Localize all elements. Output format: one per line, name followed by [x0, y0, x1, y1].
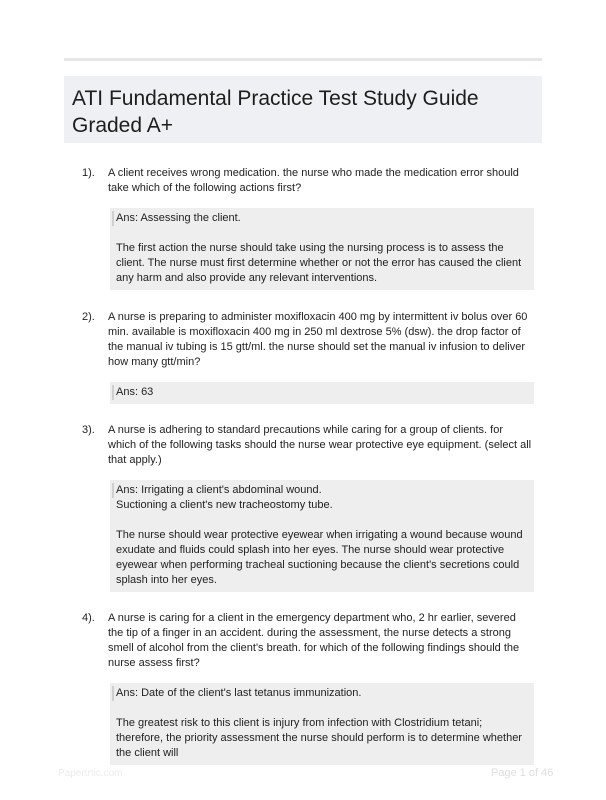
answer-text-2: Suctioning a client's new tracheostomy tube. — [116, 499, 333, 511]
answer-text: Ans: Irrigating a client's abdominal wound. — [112, 483, 531, 498]
question-number: 4). — [82, 612, 95, 624]
answer-text: Ans: 63 — [112, 385, 531, 400]
question-2 — [82, 310, 534, 404]
page-title: ATI Fundamental Practice Test Study Guide Graded A+ — [72, 87, 479, 137]
answer-box — [110, 480, 534, 592]
answer-explanation: The nurse should wear protective eyewear when irrigating a wound because wound exudate and fluids could splash into her eyes. The nurse should wear protective eyewear when performing tracheal suctioning because the client's secretions could splash into her eyes. — [116, 529, 523, 586]
question-text: A nurse is preparing to administer moxifloxacin 400 mg by intermittent iv bolus over 60 min. available is moxifloxacin 400 mg in 250 ml dextrose 5% (dsw). the drop factor of the manual iv tubing is 15 gtt/ml. the nurse should set the manual iv infusion to deliver how many gtt/min? — [108, 311, 528, 368]
answer-explanation: The first action the nurse should take using the nursing process is to assess the client. The nurse must first determine whether or not the error has caused the client any harm and also provide any relevant interventions. — [116, 242, 522, 284]
answer-explanation: The greatest risk to this client is injury from infection with Clostridium tetani; therefore, the priority assessment the nurse should perform is to determine whether the client will — [116, 717, 522, 759]
question-number: 3). — [82, 424, 95, 436]
question-number: 1). — [82, 167, 95, 179]
question-3 — [82, 423, 534, 592]
answer-box — [110, 208, 534, 290]
answer-text: Ans: Date of the client's last tetanus immunization. — [112, 686, 531, 701]
question-text: A nurse is caring for a client in the emergency department who, 2 hr earlier, severed the tip of a finger in an accident. during the assessment, the nurse detects a strong smell of alcohol from the client's breath. for which of the following findings should the nurse assess first? — [108, 612, 520, 669]
question-number: 2). — [82, 311, 95, 323]
question-4 — [82, 611, 534, 765]
question-1 — [82, 166, 534, 290]
top-divider — [64, 58, 542, 61]
footer-site-watermark: Papertrtic.com — [58, 768, 123, 779]
question-text: A nurse is adhering to standard precautions while caring for a group of clients. for which of the following tasks should the nurse wear protective eye equipment. (select all that apply.) — [108, 424, 532, 466]
question-text: A client receives wrong medication. the nurse who made the medication error should take which of the following actions first? — [108, 167, 519, 194]
answer-box — [110, 382, 534, 404]
title-banner — [64, 76, 542, 143]
answer-text: Ans: Assessing the client. — [112, 211, 531, 226]
answer-box — [110, 683, 534, 765]
page-number: Page 1 of 46 — [491, 767, 554, 779]
